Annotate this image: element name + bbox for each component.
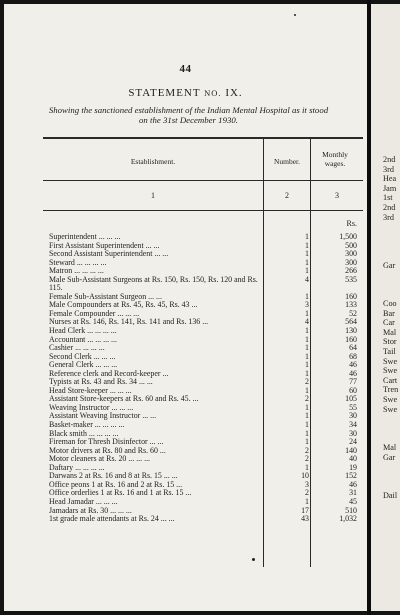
number-cell: 1 [305,420,309,430]
number-cell: 1 [305,462,309,472]
adjacent-page-text: Bar [383,308,395,318]
establishment-cell: First Assistant Superintendent ... ... [49,240,160,250]
column-number-1: 1 [151,191,155,200]
number-cell: 1 [305,411,309,421]
wages-cell: 52 [349,308,357,318]
number-cell: 1 [305,428,309,438]
number-cell: 17 [301,505,309,515]
wages-cell: 77 [349,377,357,387]
wages-cell: 55 [349,402,357,412]
adjacent-page-text: Gar [383,452,396,462]
number-cell: 4 [305,274,309,284]
table-row [43,276,363,293]
number-cell: 4 [305,317,309,327]
number-cell: 1 [305,351,309,361]
establishment-cell: Motor cleaners at Rs. 20 ... ... ... [49,454,151,464]
adjacent-page-text: 3rd [383,164,394,174]
adjacent-page-text: Stor [383,337,397,347]
wages-cell: 30 [349,411,357,421]
establishment-cell: Male Compounders at Rs. 45, Rs. 45, Rs. 43 ... [49,300,198,310]
statement-numeral: IX. [225,87,243,99]
establishment-cell: Typists at Rs. 43 and Rs. 34 ... ... [49,377,153,387]
establishment-cell: Black smith ... ... ... ... [49,428,119,438]
establishment-cell: Head Clerk ... ... ... ... [49,326,117,336]
number-cell: 10 [301,471,309,481]
statement-subtitle: Showing the sanctioned establishment of the Indian Mental Hospital as it stood on the 31st December 1930. [48,105,329,125]
establishment-cell: Assistant Weaving Instructor ... ... [49,411,157,421]
adjacent-page-text: 2nd [383,203,396,212]
adjacent-page-text: 3rd [383,212,394,222]
establishment-cell: Superintendent ... ... ... [49,232,121,241]
establishment-cell: Office peons 1 at Rs. 16 and 2 at Rs. 15 ... [49,479,183,489]
wages-cell: 30 [349,428,357,438]
number-cell: 2 [305,445,309,455]
number-cell: 1 [305,266,309,276]
adjacent-page-text: Mal [383,327,397,337]
column-number-3: 3 [335,191,339,200]
establishment-cell: Weaving Instructor ... ... ... [49,402,134,412]
number-cell: 43 [301,514,309,524]
number-cell: 2 [305,394,309,404]
establishment-cell: Second Clerk ... ... ... [49,351,116,361]
wages-cell: 564 [345,317,357,327]
header-bottom-rule [43,180,363,181]
adjacent-page-fragment [371,4,400,611]
wages-cell: 64 [349,343,357,353]
header-number: Number. [273,157,301,166]
establishment-cell: Matron ... ... ... ... [49,266,104,276]
adjacent-page-text: Tren [383,385,399,395]
number-cell: 2 [305,488,309,498]
number-cell: 3 [305,300,309,310]
adjacent-page-text: Gar [383,260,396,270]
number-cell: 1 [305,496,309,506]
wages-cell: 300 [345,257,357,267]
wages-cell: 130 [345,326,357,336]
wages-cell: 1,032 [339,514,357,524]
establishment-cell: Reference clerk and Record-keeper ... [49,368,169,378]
adjacent-page-text: Car [383,318,395,328]
wages-cell: 160 [345,291,357,301]
establishment-cell: Fireman for Thresh Disinfector ... ... [49,437,164,447]
adjacent-page-text: Swe [383,404,398,414]
print-speck [252,558,255,561]
number-cell: 1 [305,385,309,395]
establishment-cell: Nurses at Rs. 146, Rs. 141, Rs. 141 and Rs. 136 ... [49,317,209,327]
number-cell: 1 [305,326,309,336]
header-monthly-wages: Monthly wages. [322,150,348,168]
number-cell: 1 [305,308,309,318]
number-cell: 1 [305,343,309,353]
wages-cell: 19 [349,462,357,472]
header-establishment: Establishment. [130,157,176,166]
number-cell: 1 [305,249,309,259]
statement-heading [4,87,367,99]
establishment-cell: Cashier ... ... ... ... [49,343,105,353]
wages-cell: 31 [349,488,357,498]
establishment-cell: Steward ... ... ... ... [49,257,107,267]
establishment-cell: Head Store-keeper ... ... ... [49,385,132,395]
wages-cell: 133 [345,300,357,310]
wages-cell: 46 [349,368,357,378]
establishment-cell: Office orderlies 1 at Rs. 16 and 1 at Rs. 15 ... [49,488,192,498]
statement-no-label: NO. [204,88,222,98]
wages-cell: 34 [349,420,357,430]
adjacent-page-text: Swe [383,356,398,366]
adjacent-page-text: Dail [383,491,398,500]
establishment-cell: Basket-maker ... ... ... ... [49,420,125,430]
wages-cell: 500 [345,240,357,250]
wages-cell: 300 [345,249,357,259]
wages-cell: 160 [345,334,357,344]
adjacent-page-text: Swe [383,366,398,376]
table-top-rule [43,137,363,139]
number-cell: 1 [305,368,309,378]
table-row [43,515,363,524]
establishment-table [43,137,363,567]
wages-cell: 46 [349,479,357,489]
establishment-cell: Female Compounder ... ... ... [49,308,140,318]
establishment-cell: Daftary ... ... ... ... [49,462,105,472]
number-cell: 1 [305,334,309,344]
establishment-cell: Male Sub-Assistant Surgeons at Rs. 150, Rs. 150, Rs. 120 and Rs. 115. [49,274,258,293]
wages-cell: 105 [345,394,357,404]
wages-cell: 40 [349,454,357,464]
establishment-cell: Accountant ... ... ... ... [49,334,117,344]
establishment-cell: Female Sub-Assistant Surgeon ... ... [49,291,162,301]
adjacent-page-text: Tail [383,347,396,356]
column-number-2: 2 [285,191,289,200]
number-cell: 1 [305,402,309,412]
adjacent-page-text: Coo [383,299,397,308]
establishment-cell: Motor drivers at Rs. 80 and Rs. 60 ... [49,445,166,455]
wages-cell: 510 [345,505,357,515]
adjacent-page-text: Mal [383,443,397,452]
wages-cell: 1,500 [339,232,357,241]
wages-cell: 68 [349,351,357,361]
number-cell: 1 [305,232,309,241]
establishment-cell: Second Assistant Superintendent ... ... [49,249,169,259]
number-cell: 2 [305,377,309,387]
number-cell: 1 [305,291,309,301]
establishment-cell: Darwans 2 at Rs. 16 and 8 at Rs. 15 ... ... [49,471,178,481]
adjacent-page-text: 2nd [383,155,396,164]
column-number-rule [43,210,363,211]
establishment-cell: Jamadars at Rs. 30 ... ... ... [49,505,132,515]
number-cell: 1 [305,437,309,447]
page-number: 44 [179,63,192,75]
wages-cell: 60 [349,385,357,395]
wages-cell: 266 [345,266,357,276]
document-page [4,4,367,611]
wages-cell: 24 [349,437,357,447]
print-speck [294,14,296,16]
establishment-cell: 1st grade male attendants at Rs. 24 ... ... [49,514,175,524]
wages-cell: 46 [349,360,357,370]
adjacent-page-text: 1st [383,193,393,203]
number-cell: 1 [305,257,309,267]
establishment-cell: Assistant Store-keepers at Rs. 60 and Rs. 45. ... [49,394,199,404]
statement-word: STATEMENT [128,87,201,99]
table-body [43,233,363,524]
wages-cell: 152 [345,471,357,481]
wages-cell: 140 [345,445,357,455]
establishment-cell: Head Jamadar ... ... ... [49,496,118,506]
adjacent-page-text: Cart [383,375,398,385]
adjacent-page-text: Hea [383,174,397,184]
adjacent-page-text: Swe [383,395,398,404]
wages-cell: 535 [345,274,357,284]
number-cell: 1 [305,360,309,370]
adjacent-page-text: Jam [383,183,397,193]
number-cell: 2 [305,454,309,464]
number-cell: 1 [305,240,309,250]
number-cell: 3 [305,479,309,489]
currency-unit: Rs. [346,219,357,228]
establishment-cell: General Clerk ... ... ... [49,360,118,370]
wages-cell: 45 [349,496,357,506]
